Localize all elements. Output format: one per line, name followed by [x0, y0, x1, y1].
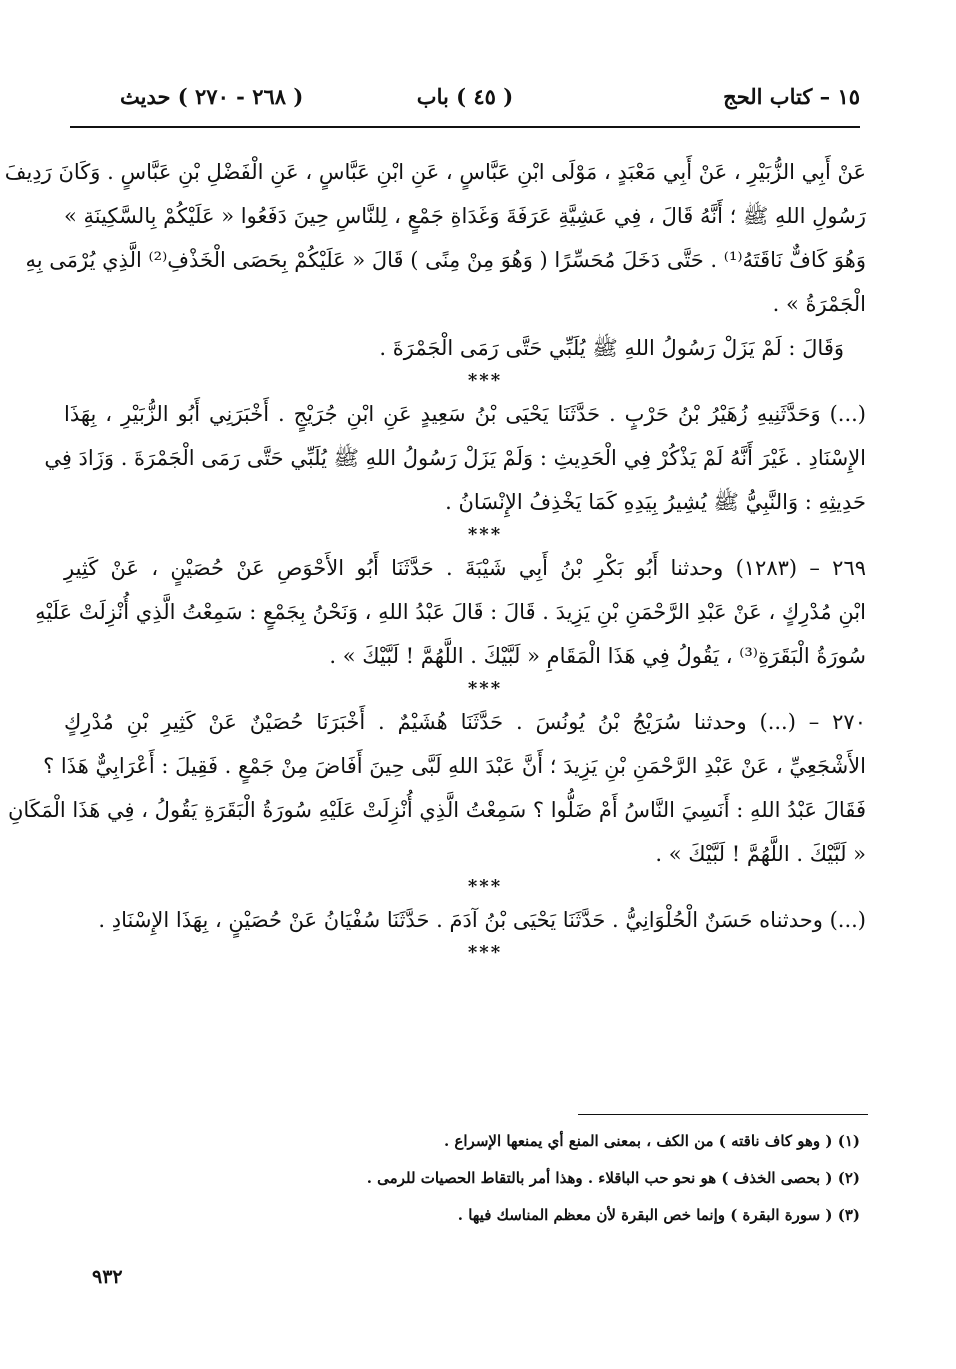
section-separator: *** [467, 876, 503, 897]
header-rule [70, 126, 860, 128]
text-line: عَنْ أَبِي الزُّبَيْرِ ، عَنْ أَبِي مَعْبَدٍ ، مَوْلَى ابْنِ عَبَّاسٍ ، عَنِ ابْنِ عَبَّاسٍ ، عَنِ الْفَضْلِ بْنِ عَبَّاسٍ . وَكَانَ رَدِيفَ [4, 160, 866, 184]
text-line: الْجَمْرَةُ » . [772, 292, 866, 316]
section-separator: *** [467, 524, 503, 545]
text-line: الإِسْنَادِ . غَيْرَ أَنَّهُ لَمْ يَذْكُرْ فِي الْحَدِيثِ : وَلَمْ يَزَلْ رَسُولُ اللهِ ﷺ يُلَبِّي حَتَّى رَمَى الْجَمْرَةَ . وَزَادَ فِي [44, 446, 866, 470]
text-line: ابْنِ مُدْرِكٍ ، عَنْ عَبْدِ الرَّحْمَنِ بْنِ يَزِيدَ . قَالَ : قَالَ عَبْدُ اللهِ ، وَنَحْنُ بِجَمْعٍ : سَمِعْتُ الَّذِي أُنْزِلَتْ عَلَيْهِ [35, 600, 866, 624]
text-line: سُورَةُ الْبَقَرَةِ⁽³⁾ ، يَقُولُ فِي هَذَا الْمَقَامِ « لَبَّيْكَ . اللَّهُمَّ ! لَبَّيْكَ » . [329, 644, 866, 668]
section-separator: *** [467, 942, 503, 963]
hadith-270-start: ٢٧٠ – (...) وحدثنا سُرَيْجُ بْنُ يُونُسَ . حَدَّثَنَا هُشَيْمٌ . أَخْبَرَنَا حُصَيْنٌ عَنْ كَثِيرِ بْنِ مُدْرِكٍ [64, 710, 866, 734]
text-line: رَسُولِ اللهِ ﷺ ؛ أَنَّهُ قَالَ ، فِي عَشِيَّةِ عَرَفَةَ وَغَدَاةِ جَمْعٍ ، لِلنَّاسِ حِينَ دَفَعُوا « عَلَيْكُمْ بِالسَّكِينَةِ » [64, 204, 866, 228]
text-line: حَدِيثِهِ : وَالنَّبِيُّ ﷺ يُشِيرُ بِيَدِهِ كَمَا يَخْذِفُ الإِنْسَانُ . [445, 490, 866, 514]
footnotes [120, 1123, 860, 1234]
section-separator: *** [467, 678, 503, 699]
hadith-range: ( ٢٦٨ - ٢٧٠ ) حديث [120, 84, 304, 109]
book-title: ١٥ – كتاب الحج [723, 84, 860, 109]
hadith-text [4, 150, 867, 964]
text-line: وَقَالَ : لَمْ يَزَلْ رَسُولُ اللهِ ﷺ يُلَبِّي حَتَّى رَمَى الْجَمْرَةَ . [379, 336, 844, 360]
text-line: « لَبَّيْكَ . اللَّهُمَّ ! لَبَّيْكَ » . [655, 842, 866, 866]
footnote-3: (٣) ( سورة البقرة ) وإنما خص البقرة لأن معظم المناسك فيها . [457, 1206, 860, 1224]
text-line: وَهُوَ كَافٌّ نَاقَتَهُ⁽¹⁾ . حَتَّى دَخَلَ مُحَسِّرًا ( وَهُوَ مِنْ مِنًى ) قَالَ « عَلَيْكُمْ بِحَصَى الْخَذْفِ⁽²⁾ الَّذِي يُرْمَى بِهِ [25, 248, 866, 272]
footnote-2: (٢) ( بحصى الخذف ) هو نحو حب الباقلاء . وهذا أمر بالتقاط الحصيات للرمى . [366, 1169, 860, 1187]
section-separator: *** [467, 370, 503, 391]
running-header [70, 76, 860, 118]
text-line: الأَشْجَعِيِّ ، عَنْ عَبْدِ الرَّحْمَنِ بْنِ يَزِيدَ ؛ أَنَّ عَبْدَ اللهِ لَبَّى حِينَ أَفَاضَ مِنْ جَمْعٍ . فَقِيلَ : أَعْرَابِيٌّ هَذَا ؟ [43, 754, 866, 778]
text-line: فَقَالَ عَبْدُ اللهِ : أَنَسِيَ النَّاسُ أَمْ ضَلُّوا ؟ سَمِعْتُ الَّذِي أُنْزِلَتْ عَلَيْهِ سُورَةُ الْبَقَرَةِ يَقُولُ ، فِي هَذَا الْمَكَانِ [7, 798, 866, 822]
chapter-number: ( ٤٥ ) باب [416, 84, 514, 109]
text-line: (...) وَحَدَّثَنِيهِ زُهَيْرُ بْنُ حَرْبٍ . حَدَّثَنَا يَحْيَى بْنُ سَعِيدٍ عَنِ ابْنِ جُرَيْجٍ . أَخْبَرَنِي أَبُو الزُّبَيْرِ ، بِهَذَا [64, 402, 866, 426]
hadith-269-start: ٢٦٩ – (١٢٨٣) وحدثنا أَبُو بَكْرِ بْنُ أَبِي شَيْبَةَ . حَدَّثَنَا أَبُو الأَحْوَصِ عَنْ حُصَيْنٍ ، عَنْ كَثِيرِ [64, 556, 867, 580]
text-line: (...) وحدثناه حَسَنٌ الْحُلْوَانِيُّ . حَدَّثَنَا يَحْيَى بْنُ آدَمَ . حَدَّثَنَا سُفْيَانُ عَنْ حُصَيْنٍ ، بِهَذَا الإِسْنَادِ . [98, 908, 866, 932]
footnote-1: (١) ( وهو كاف ناقته ) من الكف ، بمعنى المنع أي يمنعها الإسراع . [443, 1132, 860, 1150]
footnote-rule [578, 1114, 868, 1115]
page-number: ٩٣٢ [92, 1266, 123, 1288]
